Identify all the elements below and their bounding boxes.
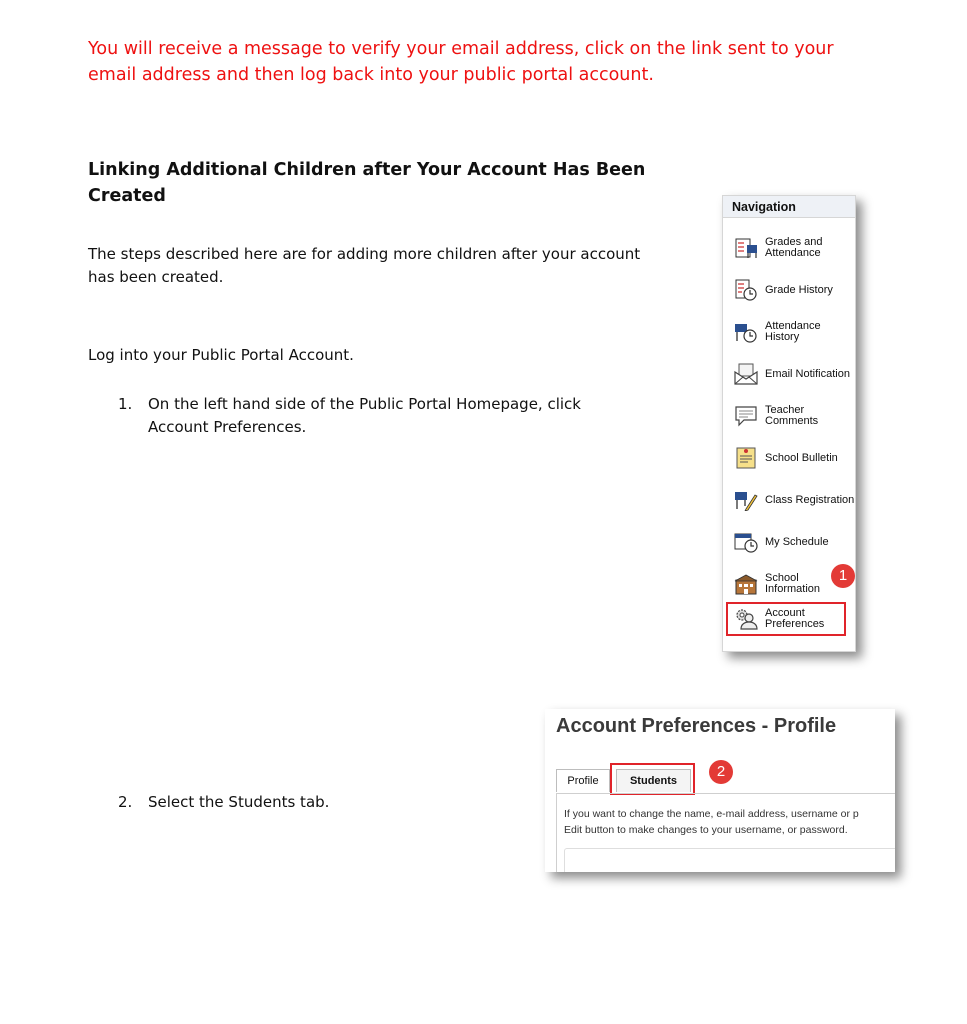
nav-item-label: Teacher Comments: [765, 404, 819, 427]
login-instruction: Log into your Public Portal Account.: [88, 346, 354, 364]
nav-item-class-registration[interactable]: [732, 485, 855, 515]
profile-description: [564, 806, 895, 838]
profile-panel: [556, 793, 895, 872]
account-preferences-icon: [734, 608, 758, 630]
section-heading: Linking Additional Children after Your Account Has Been Created: [88, 160, 646, 206]
account-preferences-screenshot: [545, 709, 895, 872]
nav-item-label: School Bulletin: [765, 451, 838, 464]
bulletin-icon: [734, 447, 758, 469]
nav-item-teacher-comments[interactable]: [732, 401, 852, 431]
step-number: 1.: [118, 395, 133, 413]
registration-icon: [734, 489, 758, 511]
nav-item-email-notification[interactable]: [732, 359, 852, 389]
step-1-badge: 1: [831, 564, 855, 588]
nav-item-label: Attendance History: [765, 320, 821, 343]
grade-history-icon: [734, 279, 758, 301]
nav-item-label: Grade History: [765, 283, 833, 296]
nav-item-label: Grades and Attendance: [765, 236, 823, 259]
nav-item-school-bulletin[interactable]: [732, 443, 852, 473]
description-line: If you want to change the name, e-mail address, username or p: [564, 808, 859, 820]
tab-students[interactable]: Students: [616, 769, 691, 792]
nav-item-label: Email Notification: [765, 367, 850, 380]
step-1: [118, 393, 638, 439]
profile-details-box: [564, 848, 895, 872]
step-text: Select the Students tab.: [148, 793, 330, 811]
nav-item-label: My Schedule: [765, 535, 829, 548]
nav-item-grades-and-attendance[interactable]: [732, 233, 852, 263]
email-verification-note: You will receive a message to verify your email address, click on the link sent to your email address and then log back into your public portal account.: [88, 39, 834, 85]
page-title: Account Preferences - Profile: [556, 715, 837, 737]
nav-item-label: Account Preferences: [765, 607, 825, 630]
grades-icon: [734, 237, 758, 259]
nav-item-account-preferences[interactable]: [728, 604, 844, 634]
step-2-badge: 2: [709, 760, 733, 784]
tab-profile[interactable]: Profile: [556, 769, 610, 792]
nav-item-grade-history[interactable]: [732, 275, 852, 305]
school-icon: [734, 573, 758, 595]
email-icon: [734, 363, 758, 385]
description-line: Edit button to make changes to your username, or password.: [564, 824, 848, 836]
nav-item-attendance-history[interactable]: [732, 317, 852, 347]
students-tab-highlight: [610, 763, 695, 795]
step-text: On the left hand side of the Public Portal Homepage, click Account Preferences.: [148, 395, 581, 436]
comments-icon: [734, 405, 758, 427]
nav-item-label: School Information: [765, 572, 821, 595]
navigation-title: Navigation: [723, 196, 855, 218]
attendance-history-icon: [734, 321, 758, 343]
nav-item-label: Class Registration: [765, 493, 855, 506]
intro-paragraph: The steps described here are for adding more children after your account has been created.: [88, 245, 641, 286]
step-number: 2.: [118, 793, 133, 811]
nav-item-my-schedule[interactable]: [732, 527, 852, 557]
schedule-icon: [734, 531, 758, 553]
